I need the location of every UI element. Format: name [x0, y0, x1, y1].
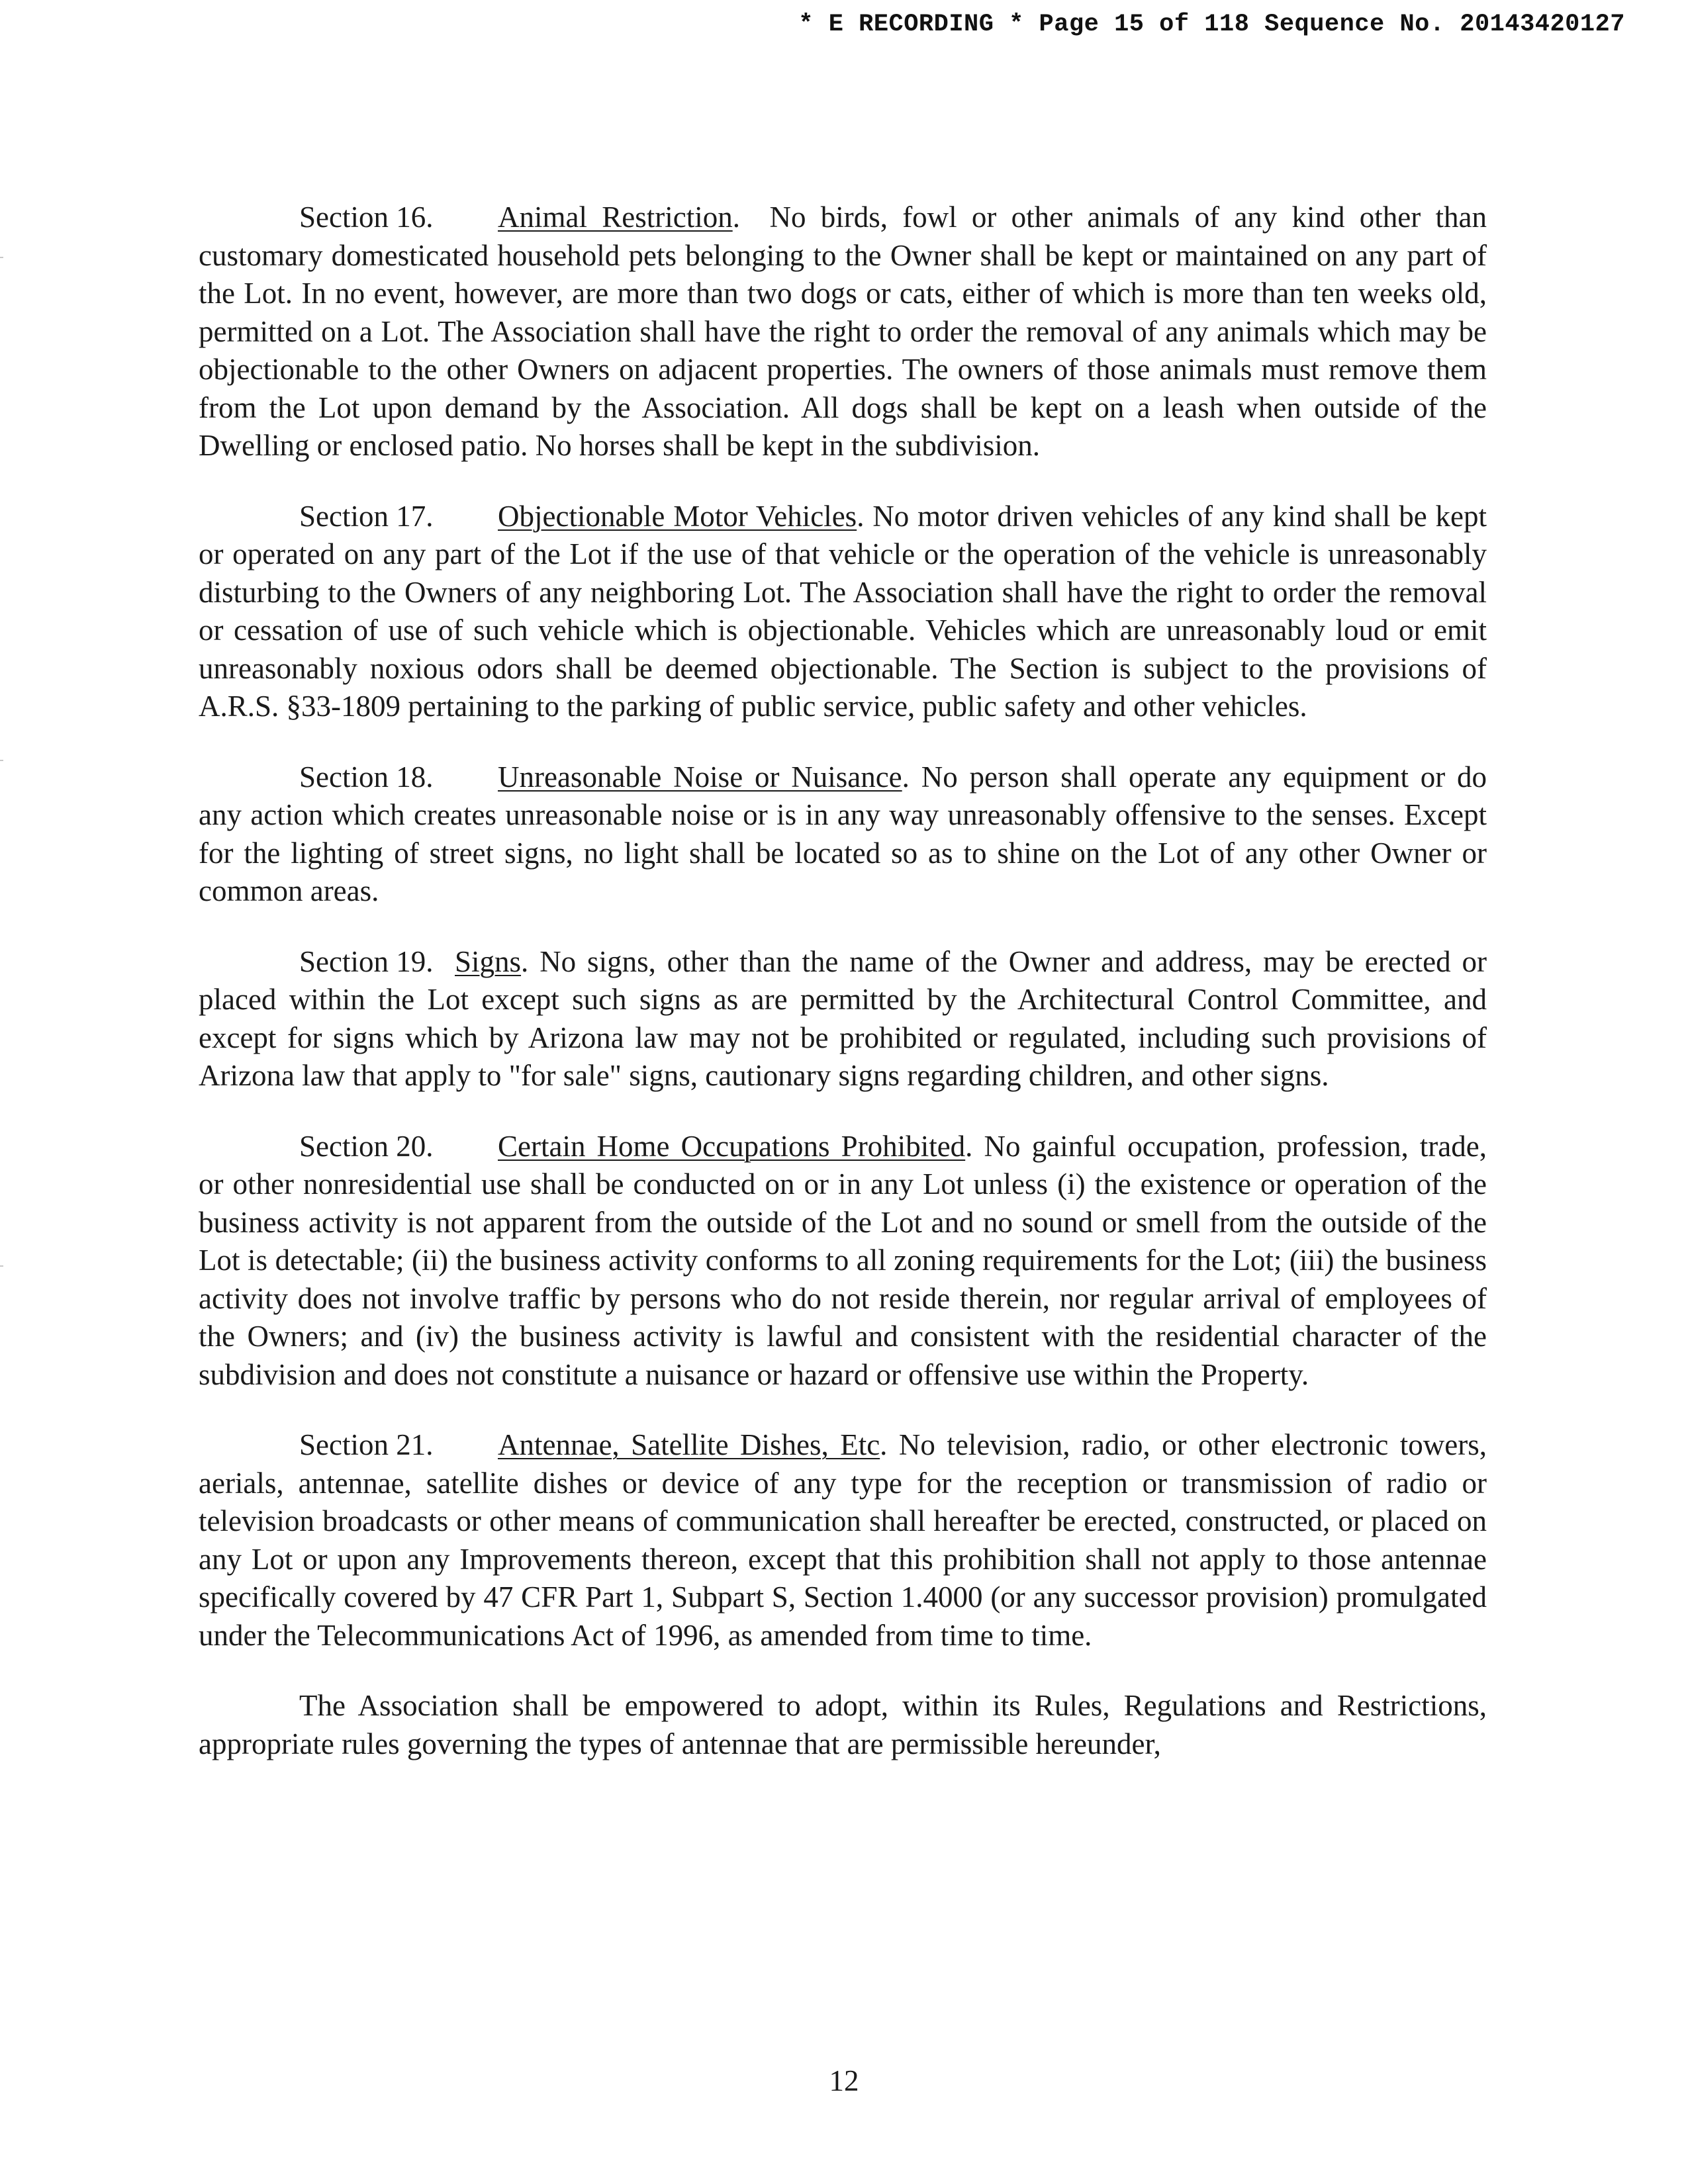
section-body: No television, radio, or other electronic towers, aerials, antennae, satellite dishes or device of any type for the reception or transmission of radio or television broadcasts or other means of communication shall hereafter be erected, constructed, or placed on any Lot or upon any Improvements thereon, except that this prohibition shall not apply to those antennae specifically covered by 47 CFR Part 1, Subpart S, Section 1.4000 (or any successor provision) promulgated under the Telecommunications Act of 1996, as amended from time to time. — [199, 1428, 1487, 1652]
section-number: Section 16. — [299, 201, 434, 234]
section-number: Section 20. — [299, 1129, 434, 1163]
section-title: Certain Home Occupations Prohibited — [498, 1129, 966, 1163]
section-heading — [299, 760, 902, 794]
section-heading — [299, 1130, 965, 1163]
section-title: Unreasonable Noise or Nuisance — [498, 760, 902, 794]
section-21: Section 21. Antennae, Satellite Dishes, Etc. No television, radio, or other electronic towers, aerials, antennae, satellite dishes or device of any type for the reception or transmission of radio or television broadcasts or other means of communication shall hereafter be erected, constructed, or placed on any Lot or upon any Improvements thereon, except that this prohibition shall not apply to those antennae specifically covered by 47 CFR Part 1, Subpart S, Section 1.4000 (or any successor provision) promulgated under the Telecommunications Act of 1996, as amended from time to time. — [199, 1426, 1487, 1655]
section-number: Section 18. — [299, 760, 434, 794]
section-heading — [299, 1428, 880, 1461]
section-number: Section 21. — [299, 1428, 434, 1461]
section-heading — [299, 201, 733, 234]
section-title: Objectionable Motor Vehicles — [498, 499, 857, 533]
section-20: Section 20. Certain Home Occupations Prohibited. No gainful occupation, profession, trade, or other nonresidential use shall be conducted on or in any Lot unless (i) the existence or operation of the business activity is not apparent from the outside of the Lot and no sound or smell from the outside of the Lot is detectable; (ii) the business activity conforms to all zoning requirements for the Lot; (iii) the business activity does not involve traffic by persons who do not reside therein, nor regular arrival of employees of the Owners; and (iv) the business activity is lawful and consistent with the residential character of the subdivision and does not constitute a nuisance or hazard or offensive use within the Property. — [199, 1128, 1487, 1394]
section-17: Section 17. Objectionable Motor Vehicles. No motor driven vehicles of any kind shall be kept or operated on any part of the Lot if the use of that vehicle or the operation of the vehicle is unreasonably disturbing to the Owners of any neighboring Lot. The Association shall have the right to order the removal or cessation of use of such vehicle which is objectionable. Vehicles which are unreasonably loud or emit unreasonably noxious odors shall be deemed objectionable. The Section is subject to the provisions of A.R.S. §33-1809 pertaining to the parking of public service, public safety and other vehicles. — [199, 498, 1487, 726]
section-heading — [299, 500, 857, 533]
section-16: Section 16. Animal Restriction. No birds, fowl or other animals of any kind other than customary domesticated household pets belonging to the Owner shall be kept or maintained on any part of the Lot. In no event, however, are more than two dogs or cats, either of which is more than ten weeks old, permitted on a Lot. The Association shall have the right to order the removal of any animals which may be objectionable to the other Owners on adjacent properties. The owners of those animals must remove them from the Lot upon demand by the Association. All dogs shall be kept on a leash when outside of the Dwelling or enclosed patio. No horses shall be kept in the subdivision. — [199, 199, 1487, 465]
closing-paragraph: The Association shall be empowered to adopt, within its Rules, Regulations and Restrictions, appropriate rules governing the types of antennae that are permissible hereunder, — [199, 1689, 1487, 1760]
section-heading — [299, 945, 521, 978]
section-body: No person shall operate any equipment or do any action which creates unreasonable noise or is in any way unreasonably offensive to the senses. Except for the lighting of street signs, no light shall be located so as to shine on the Lot of any other Owner or common areas. — [199, 760, 1487, 907]
section-19: Section 19. Signs. No signs, other than the name of the Owner and address, may be erected or placed within the Lot except such signs as are permitted by the Architectural Control Committee, and except for signs which by Arizona law may not be prohibited or regulated, including such provisions of Arizona law that apply to "for sale" signs, cautionary signs regarding children, and other signs. — [199, 943, 1487, 1095]
section-number: Section 17. — [299, 499, 434, 533]
section-body: No gainful occupation, profession, trade, or other nonresidential use shall be conducted on or in any Lot unless (i) the existence or operation of the business activity is not apparent from the outside of the Lot and no sound or smell from the outside of the Lot is detectable; (ii) the business activity conforms to all zoning requirements for the Lot; (iii) the business activity does not involve traffic by persons who do not reside therein, nor regular arrival of employees of the Owners; and (iv) the business activity is lawful and consistent with the residential character of the subdivision and does not constitute a nuisance or hazard or offensive use within the Property. — [199, 1129, 1487, 1391]
section-body: No motor driven vehicles of any kind shall be kept or operated on any part of the Lot if the use of that vehicle or the operation of the vehicle is unreasonably disturbing to the Owners of any neighboring Lot. The Association shall have the right to order the removal or cessation of use of such vehicle which is objectionable. Vehicles which are unreasonably loud or emit unreasonably noxious odors shall be deemed objectionable. The Section is subject to the provisions of A.R.S. §33-1809 pertaining to the parking of public service, public safety and other vehicles. — [199, 499, 1487, 723]
margin-mark — [0, 760, 3, 761]
section-title: Animal Restriction — [498, 201, 733, 234]
document-body — [199, 199, 1487, 1796]
section-18: Section 18. Unreasonable Noise or Nuisance. No person shall operate any equipment or do any action which creates unreasonable noise or is in any way unreasonably offensive to the senses. Except for the lighting of street signs, no light shall be located so as to shine on the Lot of any other Owner or common areas. — [199, 758, 1487, 911]
page-number: 12 — [829, 2064, 859, 2097]
section-body: No birds, fowl or other animals of any kind other than customary domesticated household pets belonging to the Owner shall be kept or maintained on any part of the Lot. In no event, however, are more than two dogs or cats, either of which is more than ten weeks old, permitted on a Lot. The Association shall have the right to order the removal of any animals which may be objectionable to the other Owners on adjacent properties. The owners of those animals must remove them from the Lot upon demand by the Association. All dogs shall be kept on a leash when outside of the Dwelling or enclosed patio. No horses shall be kept in the subdivision. — [199, 201, 1487, 462]
margin-mark — [0, 1265, 3, 1267]
recording-header: * E RECORDING * Page 15 of 118 Sequence No. 20143420127 — [798, 11, 1625, 38]
section-number: Section 19. — [299, 944, 434, 978]
section-title: Antennae, Satellite Dishes, Etc — [498, 1428, 880, 1461]
margin-mark — [0, 257, 3, 258]
section-body: No signs, other than the name of the Owner and address, may be erected or placed within the Lot except such signs as are permitted by the Architectural Control Committee, and except for signs which by Arizona law may not be prohibited or regulated, including such provisions of Arizona law that apply to "for sale" signs, cautionary signs regarding children, and other signs. — [199, 944, 1487, 1092]
section-title: Signs — [455, 944, 522, 978]
